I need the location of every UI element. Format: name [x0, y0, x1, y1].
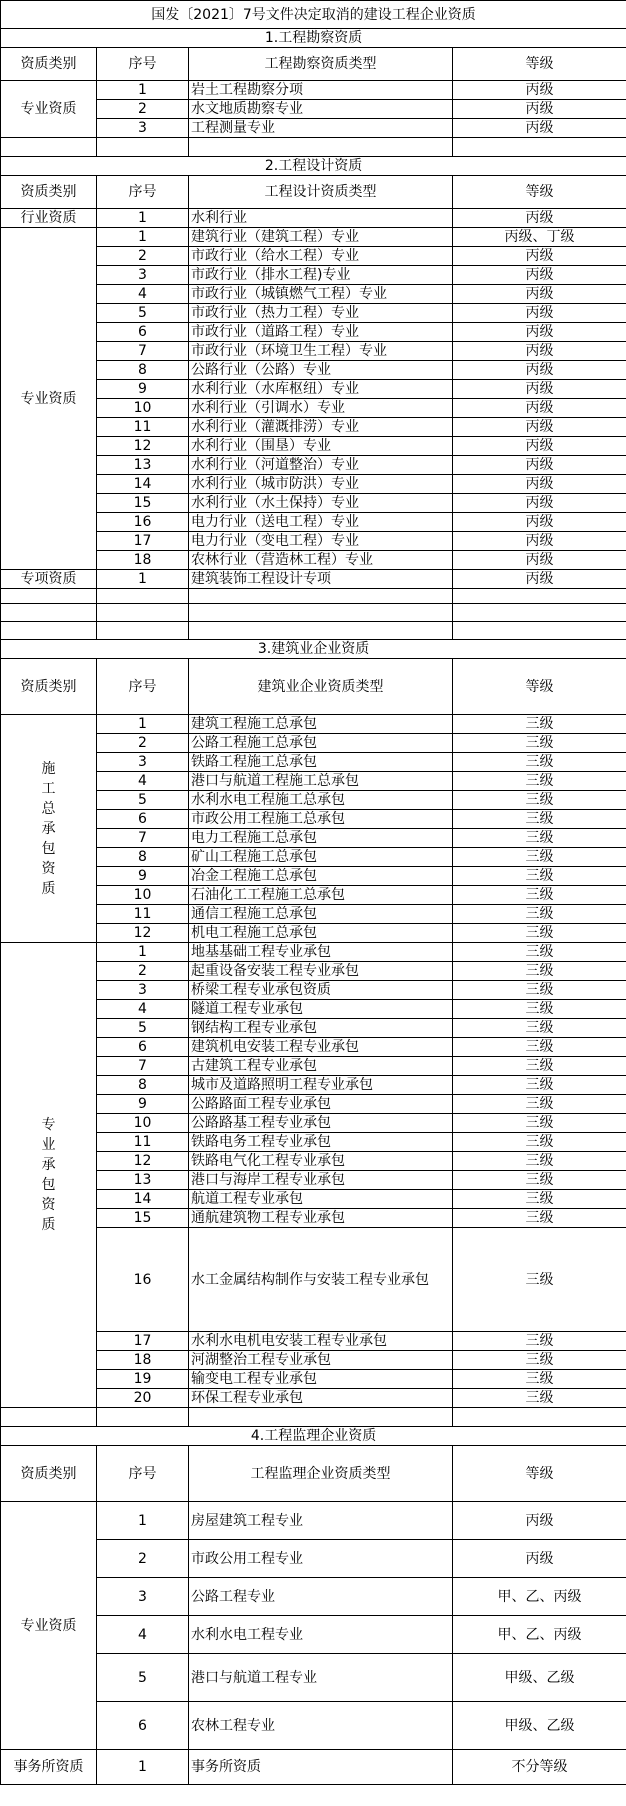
row-number: 9 — [97, 380, 189, 399]
row-grade: 三级 — [453, 943, 626, 962]
row-type: 隧道工程专业承包 — [189, 1000, 453, 1019]
row-type: 通航建筑物工程专业承包 — [189, 1209, 453, 1228]
row-grade: 三级 — [453, 867, 626, 886]
row-grade: 三级 — [453, 1133, 626, 1152]
row-number: 2 — [97, 1540, 189, 1578]
row-grade: 三级 — [453, 1019, 626, 1038]
row-number: 1 — [97, 943, 189, 962]
row-grade: 丙级 — [453, 323, 626, 342]
blank-cell — [189, 604, 453, 622]
row-number: 2 — [97, 247, 189, 266]
blank-cell — [453, 589, 626, 604]
row-number: 14 — [97, 475, 189, 494]
row-number: 11 — [97, 905, 189, 924]
page-title: 国发〔2021〕7号文件决定取消的建设工程企业资质 — [1, 1, 626, 29]
row-grade: 丙级 — [453, 437, 626, 456]
blank-cell — [453, 622, 626, 640]
row-number: 1 — [97, 1502, 189, 1540]
row-grade: 三级 — [453, 1389, 626, 1408]
blank-cell — [189, 138, 453, 157]
row-grade: 三级 — [453, 829, 626, 848]
row-grade: 三级 — [453, 715, 626, 734]
row-type: 公路路面工程专业承包 — [189, 1095, 453, 1114]
header-row — [1, 176, 626, 209]
row-grade: 丙级 — [453, 247, 626, 266]
table-row — [1, 228, 626, 247]
row-grade: 丙级 — [453, 513, 626, 532]
row-type: 市政行业（给水工程）专业 — [189, 247, 453, 266]
row-number: 16 — [97, 1228, 189, 1332]
header-number: 序号 — [97, 176, 189, 209]
header-category: 资质类别 — [1, 659, 97, 715]
row-number: 5 — [97, 791, 189, 810]
row-grade: 丙级 — [453, 304, 626, 323]
header-type: 工程监理企业资质类型 — [189, 1446, 453, 1502]
row-type: 事务所资质 — [189, 1750, 453, 1785]
row-type: 市政行业（道路工程）专业 — [189, 323, 453, 342]
row-number: 13 — [97, 1171, 189, 1190]
row-type: 铁路电气化工程专业承包 — [189, 1152, 453, 1171]
row-type: 环保工程专业承包 — [189, 1389, 453, 1408]
row-type: 古建筑工程专业承包 — [189, 1057, 453, 1076]
row-type: 房屋建筑工程专业 — [189, 1502, 453, 1540]
row-grade: 三级 — [453, 1152, 626, 1171]
row-number: 16 — [97, 513, 189, 532]
section-heading-row — [1, 640, 626, 659]
table-row — [1, 715, 626, 734]
row-number: 7 — [97, 342, 189, 361]
category-label: 专业资质 — [1, 81, 97, 138]
row-number: 1 — [97, 81, 189, 100]
row-number: 2 — [97, 962, 189, 981]
row-number: 1 — [97, 715, 189, 734]
row-number: 3 — [97, 753, 189, 772]
row-number: 8 — [97, 848, 189, 867]
blank-cell — [1, 138, 97, 157]
row-type: 市政公用工程专业 — [189, 1540, 453, 1578]
blank-cell — [1, 589, 97, 604]
blank-cell — [189, 589, 453, 604]
row-grade: 三级 — [453, 791, 626, 810]
row-grade: 丙级 — [453, 418, 626, 437]
row-type: 建筑机电安装工程专业承包 — [189, 1038, 453, 1057]
category-label: 专业资质 — [1, 1502, 97, 1750]
row-grade: 三级 — [453, 1351, 626, 1370]
header-number: 序号 — [97, 48, 189, 81]
row-grade: 丙级 — [453, 399, 626, 418]
table-row — [1, 570, 626, 589]
blank-cell — [1, 622, 97, 640]
row-type: 建筑工程施工总承包 — [189, 715, 453, 734]
row-grade: 丙级 — [453, 209, 626, 228]
row-number: 11 — [97, 1133, 189, 1152]
row-type: 公路路基工程专业承包 — [189, 1114, 453, 1133]
row-type: 矿山工程施工总承包 — [189, 848, 453, 867]
blank-cell — [1, 1408, 97, 1427]
row-grade: 三级 — [453, 981, 626, 1000]
row-number: 4 — [97, 1616, 189, 1654]
row-number: 6 — [97, 810, 189, 829]
row-type: 市政行业（城镇燃气工程）专业 — [189, 285, 453, 304]
blank-row — [1, 138, 626, 157]
row-grade: 三级 — [453, 1332, 626, 1351]
row-number: 3 — [97, 981, 189, 1000]
row-number: 11 — [97, 418, 189, 437]
header-grade: 等级 — [453, 48, 626, 81]
row-type: 水利行业（水库枢纽）专业 — [189, 380, 453, 399]
row-number: 6 — [97, 323, 189, 342]
row-number: 5 — [97, 1019, 189, 1038]
row-type: 港口与海岸工程专业承包 — [189, 1171, 453, 1190]
blank-cell — [189, 622, 453, 640]
row-number: 10 — [97, 399, 189, 418]
table-row — [1, 209, 626, 228]
row-type: 水利行业（水土保持）专业 — [189, 494, 453, 513]
row-number: 14 — [97, 1190, 189, 1209]
row-grade: 不分等级 — [453, 1750, 626, 1785]
row-number: 1 — [97, 228, 189, 247]
header-row — [1, 659, 626, 715]
row-grade: 丙级 — [453, 570, 626, 589]
category-general — [1, 715, 97, 943]
blank-cell — [189, 1408, 453, 1427]
row-type: 市政行业（排水工程)专业 — [189, 266, 453, 285]
row-grade: 三级 — [453, 886, 626, 905]
row-grade: 丙级 — [453, 551, 626, 570]
row-grade: 甲级、乙级 — [453, 1654, 626, 1702]
row-grade: 丙级 — [453, 266, 626, 285]
row-type: 水利行业（灌溉排涝）专业 — [189, 418, 453, 437]
row-type: 市政行业（环境卫生工程）专业 — [189, 342, 453, 361]
row-grade: 三级 — [453, 1228, 626, 1332]
row-type: 港口与航道工程专业 — [189, 1654, 453, 1702]
row-type: 河湖整治工程专业承包 — [189, 1351, 453, 1370]
row-type: 市政公用工程施工总承包 — [189, 810, 453, 829]
row-grade: 三级 — [453, 1095, 626, 1114]
row-grade: 丙级 — [453, 361, 626, 380]
header-grade: 等级 — [453, 1446, 626, 1502]
table-row — [1, 81, 626, 100]
row-number: 17 — [97, 1332, 189, 1351]
row-grade: 丙级 — [453, 100, 626, 119]
row-grade: 丙级 — [453, 494, 626, 513]
blank-cell — [453, 604, 626, 622]
row-grade: 丙级 — [453, 532, 626, 551]
row-grade: 甲、乙、丙级 — [453, 1616, 626, 1654]
table-row — [1, 943, 626, 962]
header-number: 序号 — [97, 1446, 189, 1502]
row-type: 水利行业（城市防洪）专业 — [189, 475, 453, 494]
row-number: 4 — [97, 285, 189, 304]
title-row — [1, 1, 626, 29]
row-grade: 三级 — [453, 753, 626, 772]
row-type: 水工金属结构制作与安装工程专业承包 — [189, 1228, 453, 1332]
row-number: 6 — [97, 1702, 189, 1750]
header-grade: 等级 — [453, 176, 626, 209]
row-grade: 三级 — [453, 1076, 626, 1095]
row-type: 农林行业（营造林工程）专业 — [189, 551, 453, 570]
row-number: 4 — [97, 1000, 189, 1019]
row-grade: 三级 — [453, 1190, 626, 1209]
header-category: 资质类别 — [1, 176, 97, 209]
row-grade: 三级 — [453, 1057, 626, 1076]
category-special — [1, 943, 97, 1408]
header-category: 资质类别 — [1, 1446, 97, 1502]
row-type: 工程测量专业 — [189, 119, 453, 138]
row-grade: 丙级、丁级 — [453, 228, 626, 247]
row-number: 3 — [97, 1578, 189, 1616]
blank-cell — [97, 622, 189, 640]
blank-row — [1, 622, 626, 640]
category-label: 专业承包资质 — [41, 1117, 56, 1233]
row-type: 电力工程施工总承包 — [189, 829, 453, 848]
row-grade: 三级 — [453, 905, 626, 924]
row-grade: 丙级 — [453, 380, 626, 399]
row-number: 10 — [97, 1114, 189, 1133]
blank-cell — [97, 1408, 189, 1427]
category-label: 施工总承包资质 — [41, 760, 56, 897]
row-number: 2 — [97, 734, 189, 753]
row-type: 铁路工程施工总承包 — [189, 753, 453, 772]
row-number: 18 — [97, 1351, 189, 1370]
category-label: 专项资质 — [1, 570, 97, 589]
row-grade: 丙级 — [453, 81, 626, 100]
row-grade: 三级 — [453, 1000, 626, 1019]
row-type: 冶金工程施工总承包 — [189, 867, 453, 886]
row-number: 15 — [97, 494, 189, 513]
row-grade: 三级 — [453, 810, 626, 829]
row-type: 电力行业（变电工程）专业 — [189, 532, 453, 551]
row-number: 1 — [97, 1750, 189, 1785]
category-label: 行业资质 — [1, 209, 97, 228]
row-number: 2 — [97, 100, 189, 119]
row-grade: 三级 — [453, 1114, 626, 1133]
blank-row — [1, 1408, 626, 1427]
blank-row — [1, 604, 626, 622]
category-label: 专业资质 — [1, 228, 97, 570]
table-row — [1, 1502, 626, 1540]
row-type: 水利水电机电安装工程专业承包 — [189, 1332, 453, 1351]
row-number: 13 — [97, 456, 189, 475]
row-number: 19 — [97, 1370, 189, 1389]
row-grade: 丙级 — [453, 1540, 626, 1578]
blank-cell — [453, 1408, 626, 1427]
row-grade: 三级 — [453, 1370, 626, 1389]
row-grade: 三级 — [453, 734, 626, 753]
header-category: 资质类别 — [1, 48, 97, 81]
row-grade: 丙级 — [453, 456, 626, 475]
header-row — [1, 48, 626, 81]
row-number: 4 — [97, 772, 189, 791]
row-grade: 三级 — [453, 772, 626, 791]
row-type: 水利行业（引调水）专业 — [189, 399, 453, 418]
section-heading: 1.工程勘察资质 — [1, 29, 626, 48]
row-type: 水利水电工程施工总承包 — [189, 791, 453, 810]
row-type: 地基基础工程专业承包 — [189, 943, 453, 962]
row-number: 3 — [97, 266, 189, 285]
row-grade: 丙级 — [453, 1502, 626, 1540]
row-grade: 三级 — [453, 1171, 626, 1190]
row-number: 6 — [97, 1038, 189, 1057]
blank-cell — [97, 138, 189, 157]
header-grade: 等级 — [453, 659, 626, 715]
row-type: 通信工程施工总承包 — [189, 905, 453, 924]
row-number: 10 — [97, 886, 189, 905]
row-number: 18 — [97, 551, 189, 570]
header-type: 工程勘察资质类型 — [189, 48, 453, 81]
row-number: 20 — [97, 1389, 189, 1408]
row-number: 5 — [97, 1654, 189, 1702]
table-row — [1, 1750, 626, 1785]
row-number: 8 — [97, 1076, 189, 1095]
row-type: 桥梁工程专业承包资质 — [189, 981, 453, 1000]
row-number: 15 — [97, 1209, 189, 1228]
row-grade: 甲级、乙级 — [453, 1702, 626, 1750]
row-type: 航道工程专业承包 — [189, 1190, 453, 1209]
row-type: 石油化工工程施工总承包 — [189, 886, 453, 905]
row-number: 9 — [97, 1095, 189, 1114]
row-type: 建筑行业（建筑工程）专业 — [189, 228, 453, 247]
header-number: 序号 — [97, 659, 189, 715]
row-number: 9 — [97, 867, 189, 886]
section-heading-row — [1, 1427, 626, 1446]
blank-cell — [97, 604, 189, 622]
row-type: 岩土工程勘察分项 — [189, 81, 453, 100]
section-heading: 4.工程监理企业资质 — [1, 1427, 626, 1446]
row-type: 建筑装饰工程设计专项 — [189, 570, 453, 589]
blank-cell — [97, 589, 189, 604]
row-type: 输变电工程专业承包 — [189, 1370, 453, 1389]
row-number: 7 — [97, 829, 189, 848]
blank-cell — [453, 138, 626, 157]
row-grade: 三级 — [453, 1209, 626, 1228]
row-grade: 三级 — [453, 924, 626, 943]
row-type: 城市及道路照明工程专业承包 — [189, 1076, 453, 1095]
row-grade: 三级 — [453, 1038, 626, 1057]
section-heading: 3.建筑业企业资质 — [1, 640, 626, 659]
row-type: 港口与航道工程施工总承包 — [189, 772, 453, 791]
row-grade: 丙级 — [453, 285, 626, 304]
row-grade: 甲、乙、丙级 — [453, 1578, 626, 1616]
row-grade: 丙级 — [453, 119, 626, 138]
row-number: 12 — [97, 924, 189, 943]
row-number: 8 — [97, 361, 189, 380]
row-grade: 三级 — [453, 962, 626, 981]
header-type: 工程设计资质类型 — [189, 176, 453, 209]
row-type: 起重设备安装工程专业承包 — [189, 962, 453, 981]
category-label: 事务所资质 — [1, 1750, 97, 1785]
row-number: 7 — [97, 1057, 189, 1076]
row-type: 农林工程专业 — [189, 1702, 453, 1750]
row-type: 铁路电务工程专业承包 — [189, 1133, 453, 1152]
row-number: 1 — [97, 570, 189, 589]
row-number: 12 — [97, 437, 189, 456]
row-type: 市政行业（热力工程）专业 — [189, 304, 453, 323]
row-type: 水利行业 — [189, 209, 453, 228]
row-type: 公路行业（公路）专业 — [189, 361, 453, 380]
row-number: 12 — [97, 1152, 189, 1171]
section-heading-row — [1, 29, 626, 48]
row-number: 17 — [97, 532, 189, 551]
row-type: 公路工程施工总承包 — [189, 734, 453, 753]
row-grade: 三级 — [453, 848, 626, 867]
header-type: 建筑业企业资质类型 — [189, 659, 453, 715]
row-type: 水文地质勘察专业 — [189, 100, 453, 119]
row-type: 水利行业（河道整治）专业 — [189, 456, 453, 475]
row-type: 水利水电工程专业 — [189, 1616, 453, 1654]
row-type: 水利行业（围垦）专业 — [189, 437, 453, 456]
section-heading-row — [1, 157, 626, 176]
row-type: 机电工程施工总承包 — [189, 924, 453, 943]
header-row — [1, 1446, 626, 1502]
row-grade: 丙级 — [453, 342, 626, 361]
row-number: 1 — [97, 209, 189, 228]
row-grade: 丙级 — [453, 475, 626, 494]
row-number: 3 — [97, 119, 189, 138]
blank-cell — [1, 604, 97, 622]
row-type: 钢结构工程专业承包 — [189, 1019, 453, 1038]
row-number: 5 — [97, 304, 189, 323]
row-type: 公路工程专业 — [189, 1578, 453, 1616]
row-type: 电力行业（送电工程）专业 — [189, 513, 453, 532]
section-heading: 2.工程设计资质 — [1, 157, 626, 176]
blank-row — [1, 589, 626, 604]
